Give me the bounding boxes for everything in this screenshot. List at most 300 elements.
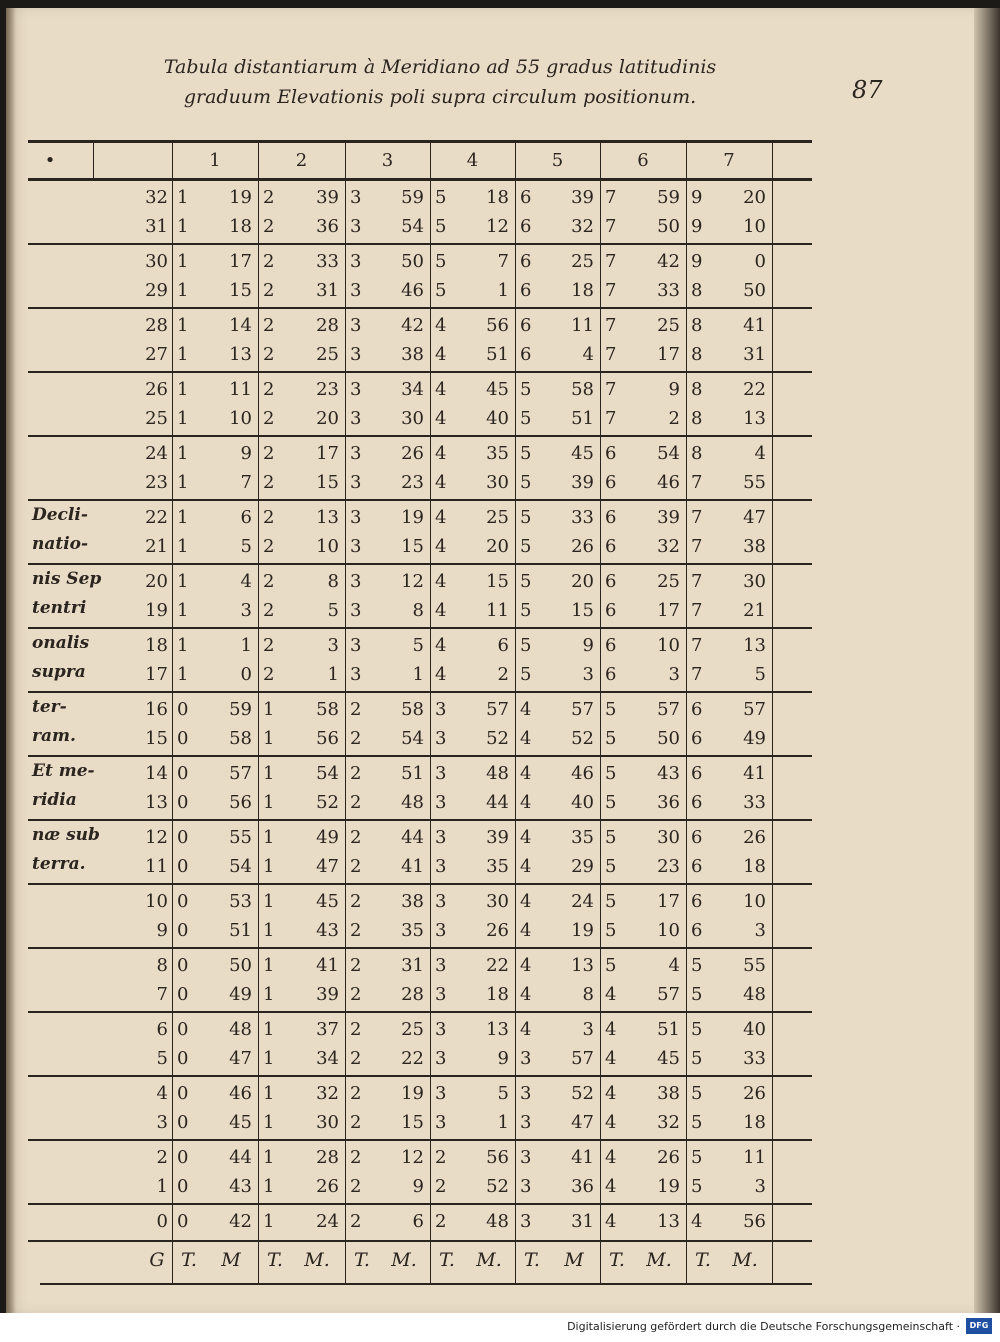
footer-unit: M. bbox=[646, 1249, 672, 1271]
hours-value: 3 bbox=[520, 1147, 532, 1168]
hours-value: 1 bbox=[263, 856, 275, 877]
minutes-value: 39 bbox=[657, 507, 680, 528]
group-rule bbox=[28, 1075, 812, 1077]
hours-value: 2 bbox=[350, 1048, 362, 1069]
hours-value: 2 bbox=[435, 1147, 447, 1168]
hours-value: 3 bbox=[520, 1211, 532, 1232]
hours-value: 5 bbox=[605, 728, 617, 749]
hours-value: 0 bbox=[177, 920, 189, 941]
hours-value: 2 bbox=[435, 1176, 447, 1197]
hours-value: 2 bbox=[263, 507, 275, 528]
column-divider bbox=[772, 140, 773, 178]
side-label: Et me- bbox=[32, 761, 95, 781]
declination-value: 16 bbox=[145, 699, 168, 720]
hours-value: 5 bbox=[435, 280, 447, 301]
declination-value: 30 bbox=[145, 251, 168, 272]
minutes-value: 15 bbox=[401, 1112, 424, 1133]
minutes-value: 30 bbox=[401, 408, 424, 429]
hours-value: 8 bbox=[691, 280, 703, 301]
minutes-value: 26 bbox=[743, 827, 766, 848]
hours-value: 2 bbox=[350, 827, 362, 848]
column-divider bbox=[93, 140, 94, 178]
minutes-value: 57 bbox=[486, 699, 509, 720]
minutes-value: 5 bbox=[327, 600, 339, 621]
hours-value: 7 bbox=[691, 664, 703, 685]
group-rule bbox=[28, 1139, 812, 1141]
group-rule bbox=[28, 307, 812, 309]
minutes-value: 57 bbox=[229, 763, 252, 784]
table-title-line-2: graduum Elevationis poli supra circulum positionum. bbox=[183, 86, 697, 108]
hours-value: 7 bbox=[605, 187, 617, 208]
minutes-value: 23 bbox=[657, 856, 680, 877]
hours-value: 5 bbox=[691, 1112, 703, 1133]
minutes-value: 35 bbox=[486, 856, 509, 877]
hours-value: 7 bbox=[605, 344, 617, 365]
hours-value: 0 bbox=[177, 1147, 189, 1168]
hours-value: 3 bbox=[435, 920, 447, 941]
hours-value: 2 bbox=[435, 1211, 447, 1232]
hours-value: 6 bbox=[691, 728, 703, 749]
footer-first: G bbox=[149, 1249, 165, 1271]
declination-value: 0 bbox=[156, 1211, 168, 1232]
minutes-value: 32 bbox=[316, 1083, 339, 1104]
declination-value: 23 bbox=[145, 472, 168, 493]
hours-value: 1 bbox=[263, 1083, 275, 1104]
hours-value: 2 bbox=[263, 635, 275, 656]
group-rule bbox=[28, 883, 812, 885]
minutes-value: 17 bbox=[316, 443, 339, 464]
hours-value: 2 bbox=[263, 571, 275, 592]
hours-value: 4 bbox=[691, 1211, 703, 1232]
minutes-value: 49 bbox=[229, 984, 252, 1005]
hours-value: 6 bbox=[605, 472, 617, 493]
hours-value: 6 bbox=[691, 763, 703, 784]
hours-value: 4 bbox=[520, 984, 532, 1005]
minutes-value: 6 bbox=[240, 507, 252, 528]
hours-value: 4 bbox=[435, 536, 447, 557]
minutes-value: 18 bbox=[743, 1112, 766, 1133]
minutes-value: 23 bbox=[401, 472, 424, 493]
hours-value: 2 bbox=[350, 1176, 362, 1197]
minutes-value: 42 bbox=[401, 315, 424, 336]
hours-value: 7 bbox=[691, 472, 703, 493]
header-marker: • bbox=[44, 150, 56, 171]
hours-value: 4 bbox=[435, 443, 447, 464]
hours-value: 1 bbox=[177, 187, 189, 208]
minutes-value: 26 bbox=[571, 536, 594, 557]
group-rule bbox=[28, 1203, 812, 1205]
hours-value: 2 bbox=[263, 187, 275, 208]
hours-value: 2 bbox=[350, 955, 362, 976]
hours-value: 2 bbox=[263, 315, 275, 336]
declination-value: 28 bbox=[145, 315, 168, 336]
declination-value: 27 bbox=[145, 344, 168, 365]
hours-value: 0 bbox=[177, 1112, 189, 1133]
minutes-value: 25 bbox=[401, 1019, 424, 1040]
minutes-value: 39 bbox=[316, 984, 339, 1005]
declination-value: 25 bbox=[145, 408, 168, 429]
minutes-value: 10 bbox=[316, 536, 339, 557]
hours-value: 1 bbox=[263, 792, 275, 813]
minutes-value: 31 bbox=[571, 1211, 594, 1232]
minutes-value: 5 bbox=[412, 635, 424, 656]
hours-value: 3 bbox=[350, 379, 362, 400]
hours-value: 4 bbox=[520, 920, 532, 941]
hours-value: 5 bbox=[691, 984, 703, 1005]
minutes-value: 38 bbox=[657, 1083, 680, 1104]
hours-value: 0 bbox=[177, 1019, 189, 1040]
column-divider bbox=[772, 178, 773, 1285]
hours-value: 3 bbox=[350, 536, 362, 557]
minutes-value: 3 bbox=[668, 664, 680, 685]
hours-value: 2 bbox=[263, 251, 275, 272]
footer-unit: M. bbox=[391, 1249, 417, 1271]
minutes-value: 22 bbox=[486, 955, 509, 976]
credit-bar bbox=[0, 1313, 1000, 1342]
minutes-value: 8 bbox=[327, 571, 339, 592]
minutes-value: 35 bbox=[401, 920, 424, 941]
side-label: ram. bbox=[32, 726, 76, 746]
hours-value: 4 bbox=[605, 1147, 617, 1168]
declination-value: 4 bbox=[156, 1083, 168, 1104]
minutes-value: 57 bbox=[571, 1048, 594, 1069]
hours-value: 5 bbox=[605, 827, 617, 848]
page-gutter-shadow bbox=[6, 8, 16, 1313]
minutes-value: 20 bbox=[571, 571, 594, 592]
minutes-value: 41 bbox=[401, 856, 424, 877]
hours-value: 4 bbox=[435, 664, 447, 685]
table-top-rule bbox=[28, 140, 812, 143]
hours-value: 1 bbox=[177, 472, 189, 493]
hours-value: 3 bbox=[350, 472, 362, 493]
hours-value: 6 bbox=[520, 315, 532, 336]
hours-value: 2 bbox=[350, 920, 362, 941]
column-divider bbox=[686, 140, 687, 178]
hours-value: 4 bbox=[605, 1048, 617, 1069]
side-label: supra bbox=[32, 662, 86, 682]
minutes-value: 36 bbox=[571, 1176, 594, 1197]
hours-value: 1 bbox=[263, 763, 275, 784]
minutes-value: 42 bbox=[657, 251, 680, 272]
minutes-value: 30 bbox=[486, 891, 509, 912]
minutes-value: 11 bbox=[571, 315, 594, 336]
minutes-value: 55 bbox=[743, 955, 766, 976]
minutes-value: 22 bbox=[401, 1048, 424, 1069]
minutes-value: 47 bbox=[743, 507, 766, 528]
minutes-value: 33 bbox=[743, 1048, 766, 1069]
hours-value: 6 bbox=[691, 920, 703, 941]
hours-value: 1 bbox=[263, 984, 275, 1005]
minutes-value: 58 bbox=[401, 699, 424, 720]
minutes-value: 48 bbox=[401, 792, 424, 813]
minutes-value: 48 bbox=[229, 1019, 252, 1040]
footer-unit: T. bbox=[524, 1249, 540, 1271]
hours-value: 4 bbox=[605, 1019, 617, 1040]
hours-value: 3 bbox=[350, 635, 362, 656]
minutes-value: 12 bbox=[401, 571, 424, 592]
hours-value: 6 bbox=[691, 891, 703, 912]
minutes-value: 59 bbox=[401, 187, 424, 208]
minutes-value: 8 bbox=[582, 984, 594, 1005]
declination-value: 1 bbox=[156, 1176, 168, 1197]
hours-value: 4 bbox=[435, 507, 447, 528]
hours-value: 3 bbox=[435, 792, 447, 813]
minutes-value: 26 bbox=[316, 1176, 339, 1197]
minutes-value: 25 bbox=[657, 315, 680, 336]
hours-value: 1 bbox=[263, 1112, 275, 1133]
minutes-value: 50 bbox=[657, 728, 680, 749]
hours-value: 6 bbox=[691, 792, 703, 813]
hours-value: 0 bbox=[177, 891, 189, 912]
minutes-value: 12 bbox=[486, 216, 509, 237]
hours-value: 5 bbox=[605, 792, 617, 813]
footer-unit: T. bbox=[181, 1249, 197, 1271]
minutes-value: 26 bbox=[486, 920, 509, 941]
minutes-value: 31 bbox=[316, 280, 339, 301]
declination-value: 10 bbox=[145, 891, 168, 912]
declination-value: 32 bbox=[145, 187, 168, 208]
hours-value: 1 bbox=[177, 443, 189, 464]
hours-value: 4 bbox=[435, 379, 447, 400]
minutes-value: 39 bbox=[486, 827, 509, 848]
hours-value: 4 bbox=[605, 1112, 617, 1133]
hours-value: 2 bbox=[263, 344, 275, 365]
hours-value: 5 bbox=[520, 443, 532, 464]
declination-value: 14 bbox=[145, 763, 168, 784]
footer-unit: T. bbox=[439, 1249, 455, 1271]
minutes-value: 24 bbox=[316, 1211, 339, 1232]
side-label: ridia bbox=[32, 790, 77, 810]
hours-value: 5 bbox=[691, 1147, 703, 1168]
hours-value: 6 bbox=[605, 635, 617, 656]
minutes-value: 51 bbox=[401, 763, 424, 784]
hours-value: 1 bbox=[177, 600, 189, 621]
minutes-value: 19 bbox=[571, 920, 594, 941]
minutes-value: 50 bbox=[229, 955, 252, 976]
minutes-value: 13 bbox=[743, 408, 766, 429]
column-header: 7 bbox=[723, 150, 735, 171]
minutes-value: 13 bbox=[316, 507, 339, 528]
minutes-value: 15 bbox=[316, 472, 339, 493]
minutes-value: 7 bbox=[240, 472, 252, 493]
minutes-value: 41 bbox=[743, 763, 766, 784]
minutes-value: 20 bbox=[316, 408, 339, 429]
hours-value: 2 bbox=[350, 763, 362, 784]
minutes-value: 1 bbox=[497, 280, 509, 301]
hours-value: 5 bbox=[520, 472, 532, 493]
minutes-value: 1 bbox=[412, 664, 424, 685]
minutes-value: 52 bbox=[571, 1083, 594, 1104]
column-divider bbox=[345, 140, 346, 178]
minutes-value: 58 bbox=[571, 379, 594, 400]
hours-value: 5 bbox=[520, 507, 532, 528]
column-header: 3 bbox=[381, 150, 394, 171]
column-header: 5 bbox=[551, 150, 564, 171]
side-label: nis Sep bbox=[32, 569, 102, 589]
hours-value: 3 bbox=[350, 344, 362, 365]
minutes-value: 13 bbox=[486, 1019, 509, 1040]
minutes-value: 11 bbox=[743, 1147, 766, 1168]
hours-value: 5 bbox=[520, 408, 532, 429]
hours-value: 3 bbox=[435, 856, 447, 877]
minutes-value: 41 bbox=[316, 955, 339, 976]
hours-value: 4 bbox=[520, 699, 532, 720]
hours-value: 8 bbox=[691, 408, 703, 429]
hours-value: 1 bbox=[263, 728, 275, 749]
column-header: 1 bbox=[209, 150, 221, 171]
hours-value: 6 bbox=[520, 251, 532, 272]
minutes-value: 56 bbox=[486, 315, 509, 336]
minutes-value: 42 bbox=[229, 1211, 252, 1232]
minutes-value: 39 bbox=[571, 472, 594, 493]
minutes-value: 22 bbox=[743, 379, 766, 400]
minutes-value: 11 bbox=[229, 379, 252, 400]
minutes-value: 45 bbox=[316, 891, 339, 912]
hours-value: 6 bbox=[520, 216, 532, 237]
minutes-value: 52 bbox=[486, 728, 509, 749]
declination-value: 22 bbox=[145, 507, 168, 528]
minutes-value: 26 bbox=[743, 1083, 766, 1104]
hours-value: 4 bbox=[605, 984, 617, 1005]
hours-value: 3 bbox=[350, 507, 362, 528]
hours-value: 2 bbox=[350, 1147, 362, 1168]
minutes-value: 7 bbox=[497, 251, 509, 272]
minutes-value: 3 bbox=[754, 920, 766, 941]
minutes-value: 50 bbox=[743, 280, 766, 301]
bottom-rule bbox=[40, 1283, 812, 1285]
hours-value: 1 bbox=[177, 280, 189, 301]
hours-value: 2 bbox=[350, 1112, 362, 1133]
minutes-value: 19 bbox=[229, 187, 252, 208]
hours-value: 1 bbox=[177, 379, 189, 400]
minutes-value: 48 bbox=[486, 763, 509, 784]
minutes-value: 55 bbox=[229, 827, 252, 848]
minutes-value: 34 bbox=[401, 379, 424, 400]
minutes-value: 13 bbox=[571, 955, 594, 976]
group-rule bbox=[28, 499, 812, 501]
hours-value: 1 bbox=[263, 827, 275, 848]
group-rule bbox=[28, 1240, 812, 1242]
column-divider bbox=[258, 140, 259, 178]
minutes-value: 15 bbox=[229, 280, 252, 301]
hours-value: 3 bbox=[350, 315, 362, 336]
minutes-value: 18 bbox=[571, 280, 594, 301]
minutes-value: 48 bbox=[486, 1211, 509, 1232]
hours-value: 3 bbox=[520, 1112, 532, 1133]
minutes-value: 18 bbox=[486, 984, 509, 1005]
hours-value: 1 bbox=[177, 344, 189, 365]
minutes-value: 10 bbox=[657, 920, 680, 941]
minutes-value: 25 bbox=[657, 571, 680, 592]
minutes-value: 13 bbox=[743, 635, 766, 656]
hours-value: 1 bbox=[263, 699, 275, 720]
hours-value: 2 bbox=[263, 443, 275, 464]
footer-unit: T. bbox=[354, 1249, 370, 1271]
hours-value: 2 bbox=[263, 664, 275, 685]
minutes-value: 12 bbox=[401, 1147, 424, 1168]
hours-value: 7 bbox=[605, 408, 617, 429]
minutes-value: 56 bbox=[486, 1147, 509, 1168]
hours-value: 4 bbox=[435, 571, 447, 592]
hours-value: 1 bbox=[263, 1176, 275, 1197]
group-rule bbox=[28, 435, 812, 437]
declination-value: 26 bbox=[145, 379, 168, 400]
page-edge bbox=[974, 8, 1000, 1313]
hours-value: 1 bbox=[177, 315, 189, 336]
hours-value: 5 bbox=[520, 600, 532, 621]
footer-unit: T. bbox=[267, 1249, 283, 1271]
hours-value: 1 bbox=[177, 408, 189, 429]
minutes-value: 56 bbox=[316, 728, 339, 749]
hours-value: 7 bbox=[691, 635, 703, 656]
hours-value: 3 bbox=[520, 1048, 532, 1069]
side-label: natio- bbox=[32, 534, 89, 554]
hours-value: 4 bbox=[520, 1019, 532, 1040]
minutes-value: 1 bbox=[240, 635, 252, 656]
minutes-value: 5 bbox=[497, 1083, 509, 1104]
hours-value: 5 bbox=[605, 856, 617, 877]
minutes-value: 52 bbox=[486, 1176, 509, 1197]
minutes-value: 28 bbox=[316, 1147, 339, 1168]
hours-value: 6 bbox=[520, 344, 532, 365]
hours-value: 6 bbox=[605, 443, 617, 464]
hours-value: 2 bbox=[263, 280, 275, 301]
minutes-value: 52 bbox=[316, 792, 339, 813]
minutes-value: 10 bbox=[229, 408, 252, 429]
hours-value: 1 bbox=[263, 891, 275, 912]
hours-value: 3 bbox=[350, 664, 362, 685]
minutes-value: 43 bbox=[316, 920, 339, 941]
minutes-value: 47 bbox=[316, 856, 339, 877]
minutes-value: 14 bbox=[229, 315, 252, 336]
minutes-value: 5 bbox=[240, 536, 252, 557]
hours-value: 1 bbox=[263, 1211, 275, 1232]
hours-value: 4 bbox=[435, 344, 447, 365]
hours-value: 2 bbox=[350, 984, 362, 1005]
page-number: 87 bbox=[852, 76, 883, 104]
minutes-value: 44 bbox=[486, 792, 509, 813]
minutes-value: 9 bbox=[582, 635, 594, 656]
minutes-value: 51 bbox=[229, 920, 252, 941]
column-header: 2 bbox=[295, 150, 308, 171]
hours-value: 3 bbox=[435, 763, 447, 784]
minutes-value: 13 bbox=[657, 1211, 680, 1232]
minutes-value: 19 bbox=[401, 507, 424, 528]
minutes-value: 9 bbox=[497, 1048, 509, 1069]
minutes-value: 54 bbox=[401, 216, 424, 237]
minutes-value: 4 bbox=[240, 571, 252, 592]
minutes-value: 24 bbox=[571, 891, 594, 912]
declination-value: 19 bbox=[145, 600, 168, 621]
minutes-value: 9 bbox=[668, 379, 680, 400]
hours-value: 8 bbox=[691, 344, 703, 365]
table-title-line-1: Tabula distantiarum à Meridiano ad 55 gradus latitudinis bbox=[163, 56, 717, 78]
hours-value: 6 bbox=[605, 600, 617, 621]
minutes-value: 52 bbox=[571, 728, 594, 749]
hours-value: 3 bbox=[435, 955, 447, 976]
hours-value: 2 bbox=[350, 1083, 362, 1104]
hours-value: 7 bbox=[691, 600, 703, 621]
minutes-value: 39 bbox=[316, 187, 339, 208]
minutes-value: 33 bbox=[316, 251, 339, 272]
minutes-value: 32 bbox=[571, 216, 594, 237]
minutes-value: 56 bbox=[743, 1211, 766, 1232]
declination-value: 11 bbox=[145, 856, 168, 877]
minutes-value: 2 bbox=[497, 664, 509, 685]
column-divider bbox=[600, 140, 601, 178]
side-label: tentri bbox=[32, 598, 87, 618]
minutes-value: 25 bbox=[486, 507, 509, 528]
